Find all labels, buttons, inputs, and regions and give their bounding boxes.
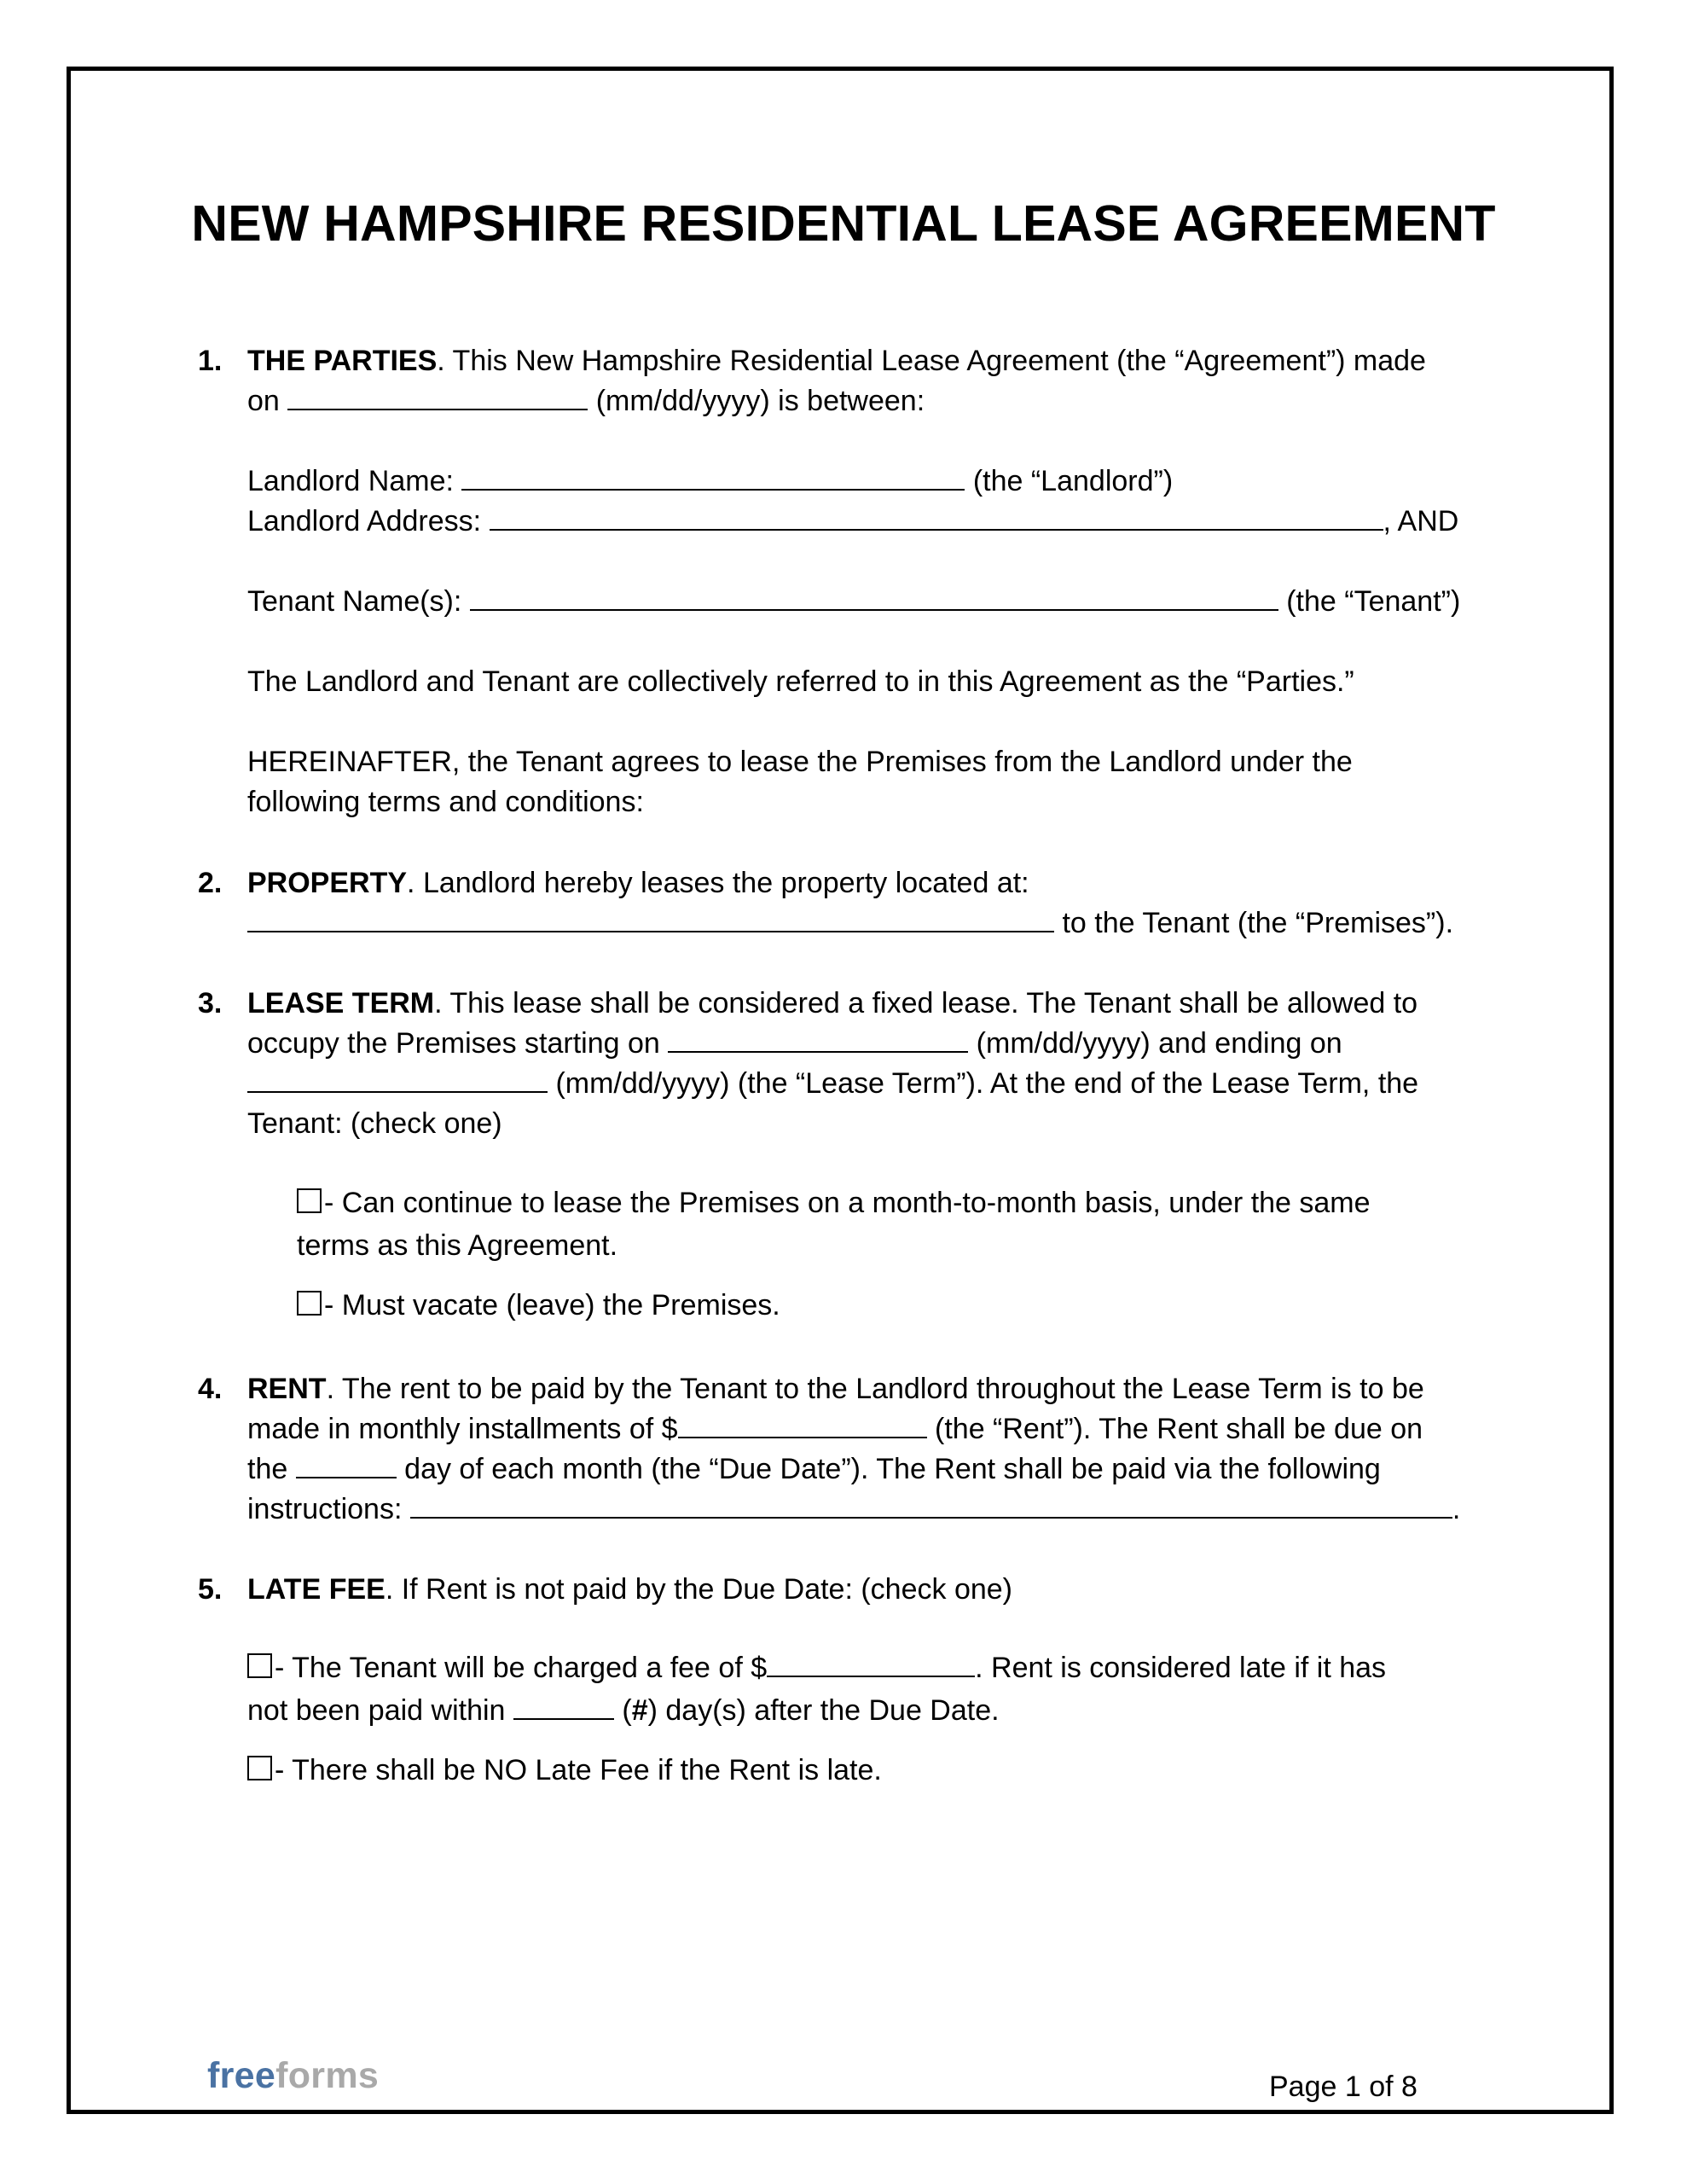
late-fee-label: - The Tenant will be charged a fee of $ (275, 1652, 768, 1684)
due-date-text: day of each month (the “Due Date”). The Rent shall be paid via the following (396, 1453, 1381, 1485)
due-day-field[interactable] (296, 1452, 397, 1478)
logo-forms: forms (275, 2055, 380, 2096)
section-2-text: . Landlord hereby leases the property located at: (407, 867, 1029, 899)
on-label: on (247, 385, 288, 417)
late-fee-option (275, 1651, 1386, 1685)
section-5-line-1 (247, 1572, 1012, 1606)
grace-suffix: ) day(s) after the Due Date. (647, 1694, 1000, 1727)
section-3-line-1 (247, 986, 1417, 1020)
section-1-number: 1. (198, 345, 223, 377)
document-title: NEW HAMPSHIRE RESIDENTIAL LEASE AGREEMENT (191, 195, 1496, 252)
section-1-heading: THE PARTIES (247, 345, 438, 377)
section-2-line-2 (247, 906, 1453, 940)
landlord-address-line (247, 504, 1458, 538)
section-2-line-1 (247, 866, 1029, 900)
period: . (1452, 1493, 1461, 1525)
lease-term-text: (mm/dd/yyyy) (the “Lease Term”). At the end of the Lease Term, the (548, 1067, 1419, 1100)
landlord-name-label: Landlord Name: (247, 465, 462, 497)
start-label: occupy the Premises starting on (247, 1027, 669, 1060)
section-2-heading: PROPERTY (247, 867, 408, 899)
agreement-date-field[interactable] (287, 384, 588, 410)
must-vacate-option: - Must vacate (leave) the Premises. (324, 1289, 780, 1321)
tenant-suffix: (the “Tenant”) (1278, 585, 1461, 618)
page-number: Page 1 of 8 (1269, 2071, 1417, 2103)
hereinafter-line-2: following terms and conditions: (247, 786, 644, 818)
landlord-address-field[interactable] (490, 504, 1383, 531)
section-5-text: . If Rent is not paid by the Due Date: (check one) (385, 1573, 1012, 1606)
end-label: (mm/dd/yyyy) and ending on (968, 1027, 1342, 1060)
section-5-heading: LATE FEE (247, 1573, 386, 1606)
and-label: , AND (1383, 505, 1459, 537)
section-3-line-3 (247, 1066, 1418, 1101)
freeforms-logo (207, 2055, 379, 2097)
landlord-name-field[interactable] (461, 464, 965, 491)
late-fee-amount-field[interactable] (767, 1651, 975, 1677)
late-fee-checkbox[interactable] (247, 1653, 272, 1678)
section-4-heading: RENT (247, 1373, 327, 1405)
section-3-line-2 (247, 1026, 1342, 1060)
tenant-name-line (247, 584, 1460, 619)
month-to-month-option-cont: terms as this Agreement. (297, 1229, 618, 1262)
rent-due-label: (the “Rent”). The Rent shall be due on (926, 1413, 1423, 1445)
hereinafter-line-1: HEREINAFTER, the Tenant agrees to lease the Premises from the Landlord under the (247, 746, 1353, 778)
premises-suffix: to the Tenant (the “Premises”). (1054, 907, 1454, 939)
section-3-heading: LEASE TERM (247, 987, 435, 1019)
month-to-month-option: - Can continue to lease the Premises on a month-to-month basis, under the same (324, 1187, 1371, 1219)
logo-free: free (207, 2055, 276, 2096)
must-vacate-checkbox[interactable] (297, 1291, 322, 1316)
installment-label: made in monthly installments of $ (247, 1413, 678, 1445)
section-2-number: 2. (198, 867, 223, 899)
section-4-line-3 (247, 1452, 1381, 1486)
late-fee-option-cont (247, 1693, 1000, 1728)
grace-days-field[interactable] (513, 1693, 614, 1720)
section-3-text: . This lease shall be considered a fixed lease. The Tenant shall be allowed to (434, 987, 1418, 1019)
payment-instructions-field[interactable] (410, 1492, 1452, 1519)
section-5-number: 5. (198, 1573, 223, 1606)
date-format-label: (mm/dd/yyyy) is between: (588, 385, 925, 417)
section-3-line-4: Tenant: (check one) (247, 1107, 502, 1140)
lease-end-date-field[interactable] (247, 1066, 548, 1093)
the-label: the (247, 1453, 296, 1485)
section-4-number: 4. (198, 1373, 223, 1405)
section-4-line-1 (247, 1372, 1424, 1406)
paren-open: ( (613, 1694, 632, 1727)
section-4-line-4 (247, 1492, 1460, 1526)
grace-label: not been paid within (247, 1694, 513, 1727)
landlord-suffix: (the “Landlord”) (965, 465, 1174, 497)
section-1-line-1 (247, 344, 1426, 378)
property-address-field[interactable] (247, 906, 1054, 932)
section-4-line-2 (247, 1412, 1423, 1446)
landlord-address-label: Landlord Address: (247, 505, 490, 537)
section-4-text: . The rent to be paid by the Tenant to the Landlord throughout the Lease Term is to be (326, 1373, 1424, 1405)
parties-definition: The Landlord and Tenant are collectively referred to in this Agreement as the “Parties.” (247, 665, 1354, 698)
month-to-month-checkbox[interactable] (297, 1188, 322, 1213)
landlord-name-line (247, 464, 1173, 498)
no-late-fee-option: - There shall be NO Late Fee if the Rent is late. (275, 1754, 882, 1786)
instructions-label: instructions: (247, 1493, 410, 1525)
section-1-line-2 (247, 384, 925, 418)
lease-start-date-field[interactable] (668, 1026, 968, 1053)
late-fee-text: . Rent is considered late if it has (975, 1652, 1387, 1684)
section-1-text: . This New Hampshire Residential Lease Agreement (the “Agreement”) made (437, 345, 1426, 377)
hash-symbol: # (631, 1694, 648, 1727)
tenant-name-field[interactable] (470, 584, 1278, 611)
no-late-fee-checkbox[interactable] (247, 1756, 272, 1780)
rent-amount-field[interactable] (678, 1412, 927, 1438)
tenant-name-label: Tenant Name(s): (247, 585, 470, 618)
section-3-number: 3. (198, 987, 223, 1019)
